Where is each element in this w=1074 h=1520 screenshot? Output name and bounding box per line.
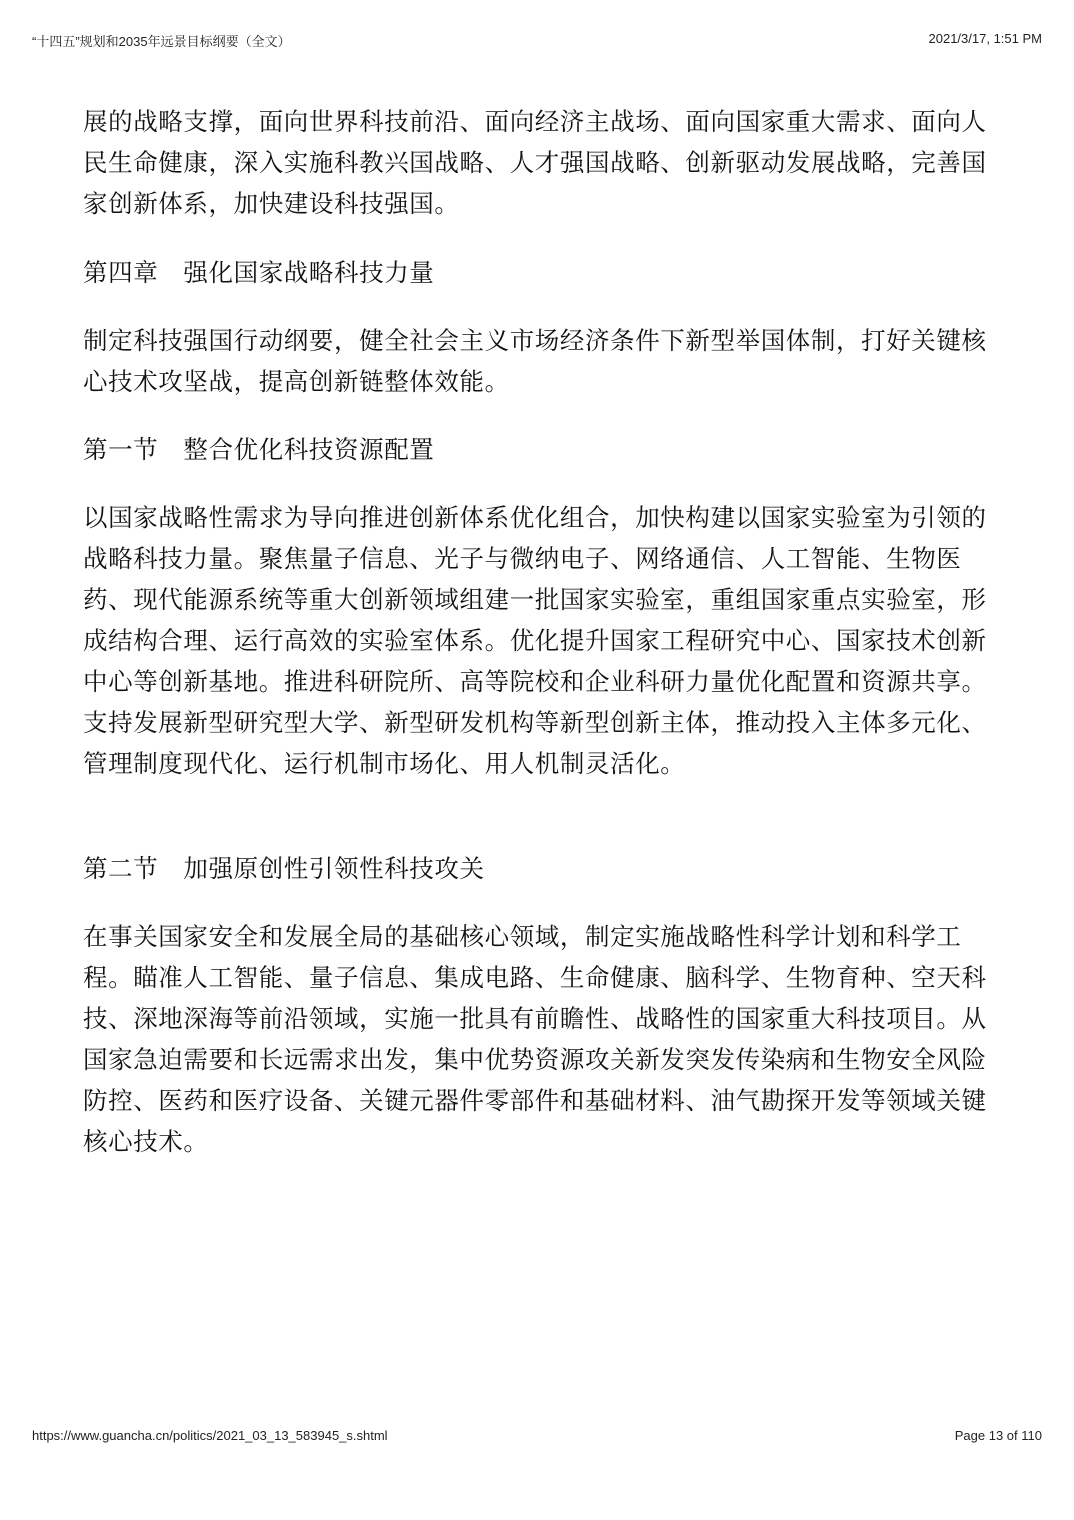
body-paragraph: 在事关国家安全和发展全局的基础核心领域，制定实施战略性科学计划和科学工程。瞄准人工智能、量子信息、集成电路、生命健康、脑科学、生物育种、空天科技、深地深海等前沿领域，实施一批具有前瞻性、战略性的国家重大科技项目。从国家急迫需要和长远需求出发，集中优势资源攻关新发突发传染病和生物安全风险防控、医药和医疗设备、关键元器件零部件和基础材料、油气勘探开发等领域关键核心技术。 <box>83 921 987 1156</box>
chapter-heading: 第四章 强化国家战略科技力量 <box>83 257 435 287</box>
print-datetime: 2021/3/17, 1:51 PM <box>928 31 1042 46</box>
print-footer <box>32 1428 1042 1446</box>
print-header <box>32 31 1042 49</box>
section-heading: 第二节 加强原创性引领性科技攻关 <box>83 853 485 883</box>
document-title: “十四五”规划和2035年远景目标纲要（全文） <box>32 34 291 49</box>
body-paragraph: 以国家战略性需求为导向推进创新体系优化组合，加快构建以国家实验室为引领的战略科技力量。聚焦量子信息、光子与微纳电子、网络通信、人工智能、生物医药、现代能源系统等重大创新领域组建一批国家实验室，重组国家重点实验室，形成结构合理、运行高效的实验室体系。优化提升国家工程研究中心、国家技术创新中心等创新基地。推进科研院所、高等院校和企业科研力量优化配置和资源共享。支持发展新型研究型大学、新型研发机构等新型创新主体，推动投入主体多元化、管理制度现代化、运行机制市场化、用人机制灵活化。 <box>83 502 987 778</box>
body-paragraph: 制定科技强国行动纲要，健全社会主义市场经济条件下新型举国体制，打好关键核心技术攻坚战，提高创新链整体效能。 <box>83 325 987 396</box>
body-paragraph: 展的战略支撑，面向世界科技前沿、面向经济主战场、面向国家重大需求、面向人民生命健康，深入实施科教兴国战略、人才强国战略、创新驱动发展战略，完善国家创新体系，加快建设科技强国。 <box>83 106 987 218</box>
source-url: https://www.guancha.cn/politics/2021_03_13_583945_s.shtml <box>32 1428 388 1443</box>
page-indicator: Page 13 of 110 <box>954 1428 1042 1443</box>
section-heading: 第一节 整合优化科技资源配置 <box>83 434 435 464</box>
